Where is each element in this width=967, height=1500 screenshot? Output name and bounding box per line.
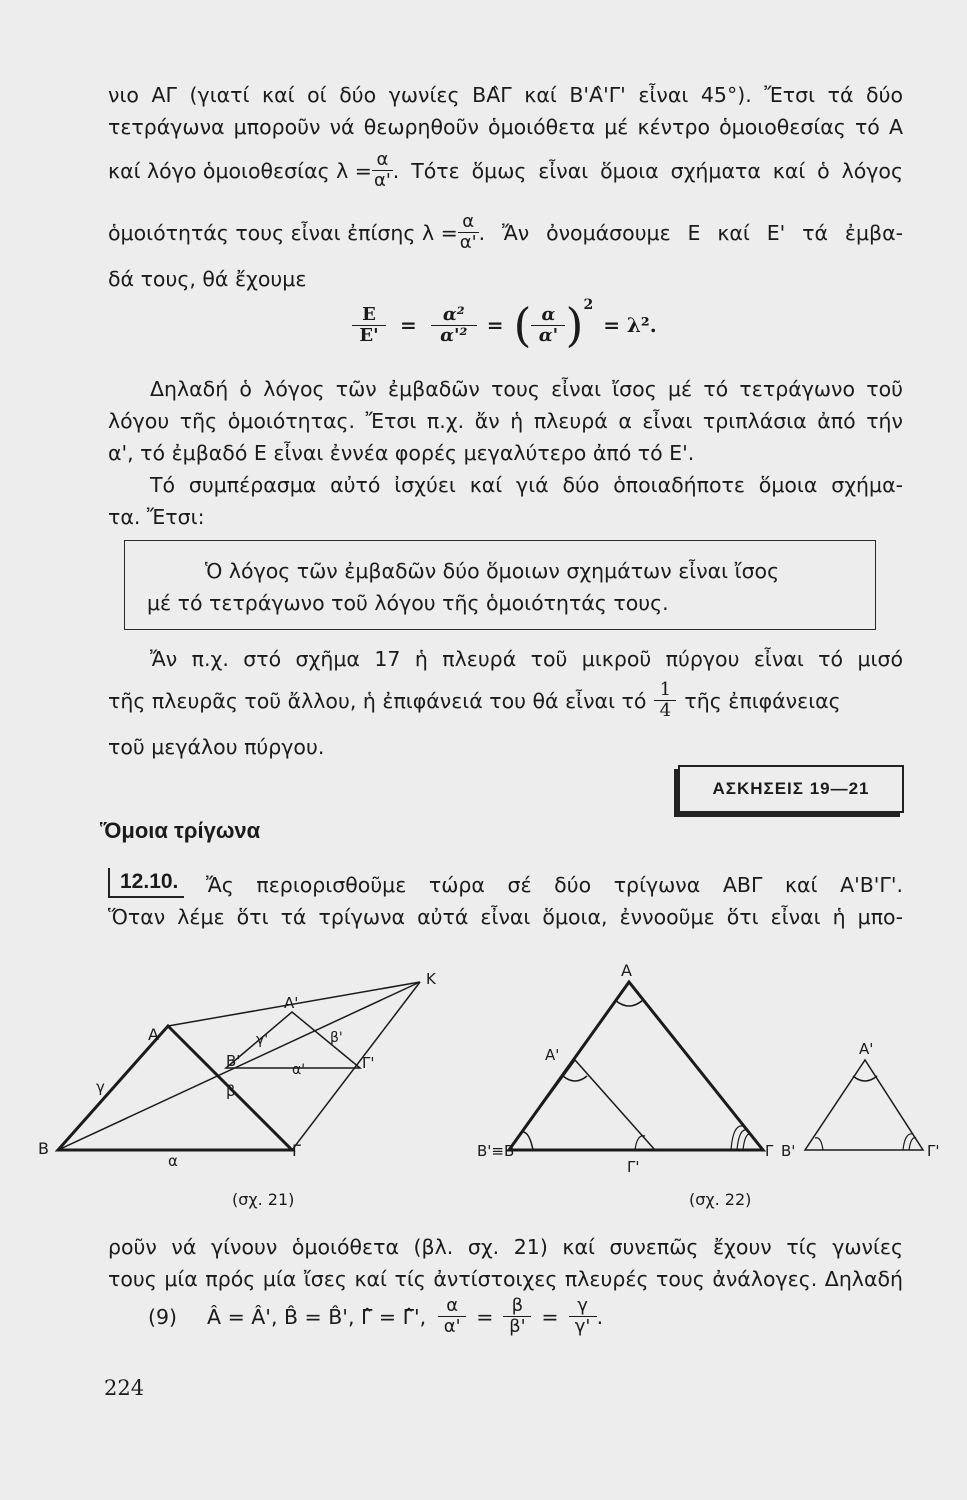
exercises-label: ΑΣΚΗΣΕΙΣ 19—21 [712,779,870,798]
section-number: 12.10. [108,868,184,898]
text-fragment: καί λόγο ὁμοιοθεσίας λ = [108,158,372,183]
caption-fig21: (σχ. 21) [232,1190,295,1209]
label-G: Γ [292,1141,301,1160]
figure-21 [30,960,470,1220]
fraction-denominator: α' [459,232,477,253]
text-line: Ἄν π.χ. στό σχῆμα 17 ἡ πλευρά τοῦ μικροῦ πύργου εἶναι τό μισό [150,647,903,671]
label-Ap: A' [284,994,299,1012]
fraction-denominator: α' [438,1316,466,1337]
label-gp: γ' [256,1032,269,1048]
label-A: A [621,961,632,980]
text-line: α', τό ἐμβαδό Ε εἶναι ἐννέα φορές μεγαλύτερο ἀπό τό Ε'. [108,441,695,465]
text-line: τετράγωνα μποροῦν νά θεωρηθοῦν ὁμοιόθετα μέ κέντρο ὁμοιοθεσίας τό Α [108,115,903,139]
label-bp: β' [330,1030,343,1046]
text-fragment: . Ἄν ὀνομάσουμε Ε καί Ε' τά ἐμβα- [478,220,903,245]
text-line: τα. Ἔτσι: [108,505,205,529]
equals-sign: = [541,1304,559,1329]
fraction-numerator: α² [442,303,465,325]
formula-fraction-E [352,305,386,346]
label-Bp: B' [226,1052,241,1070]
text-fragment: . Τότε ὅμως εἶναι ὅμοια σχήματα καί ὁ λόγος [392,158,903,183]
label-Gp: Γ' [627,1158,640,1176]
label-b: β [226,1082,236,1100]
angle-mark-small-A [853,1076,877,1081]
text-line: Δηλαδή ὁ λόγος τῶν ἐμβαδῶν τους εἶναι ἴσος μέ τό τετράγωνο τοῦ [150,377,903,401]
equals-sign: = [400,313,417,337]
equals-sign: = [486,313,504,337]
formula-fraction-alpha [531,305,565,346]
label-B: B [38,1139,49,1158]
fraction-numerator: α [446,1295,459,1316]
fraction-numerator: β [511,1295,524,1316]
angle-mark-G2 [737,1130,747,1150]
text-line: Τό συμπέρασμα αὐτό ἰσχύει καί γιά δύο ὁποιαδήποτε ὅμοια σχήμα- [150,473,903,497]
label-g: γ [96,1078,105,1096]
label-G: Γ [765,1142,774,1160]
label-Gp-small: Γ' [927,1142,940,1160]
text-line: Ἄς περιορισθοῦμε τώρα σέ δύο τρίγωνα ΑΒΓ καί Α'Β'Γ'. [206,873,903,897]
text-fragment: τῆς πλευρᾶς τοῦ ἄλλου, ἡ ἐπιφάνειά του θά εἶναι τό [108,688,647,713]
label-Ap: A' [545,1046,560,1064]
fraction-denominator: 4 [654,700,676,721]
text-line: τους μία πρός μία ἴσες καί τίς ἀντίστοιχες πλευρές τους ἀνάλογες. Δηλαδή [108,1267,903,1291]
equals-sign: = [476,1304,494,1329]
page-number: 224 [104,1376,145,1400]
ratio-beta [503,1296,531,1337]
left-paren: ( [513,298,532,352]
label-K: K [426,970,436,988]
period: . [596,1304,604,1329]
text-line: Ὅταν λέμε ὅτι τά τρίγωνα αὐτά εἶναι ὅμοια, ἐννοοῦμε ὅτι εἶναι ἡ μπο- [108,905,903,929]
angle-equalities: Â = Â', B̂ = B̂', Γ̂ = Γ̂', [207,1304,427,1329]
exercises-box [678,765,904,813]
fraction-denominator: γ' [569,1316,597,1337]
text-line-quarter [108,680,903,721]
fraction-numerator: α [462,211,475,232]
text-line: δά τους, θά ἔχουμε [108,267,307,291]
text-line: τοῦ μεγάλου πύργου. [108,735,325,759]
fraction-denominator: α' [531,325,565,346]
fraction-denominator: β' [503,1316,531,1337]
label-a: α [168,1152,178,1170]
text-line-similarity [108,212,903,253]
fraction-numerator: α [541,303,556,325]
label-Ap-small: A' [859,1040,874,1058]
area-formula [352,297,657,352]
label-ap: α' [292,1062,306,1078]
ray-KG [292,982,420,1150]
figure-22 [475,960,945,1220]
ratio-alpha [438,1296,466,1337]
fraction-denominator: α' [373,170,391,191]
ratio-fraction [458,212,479,253]
angle-mark-large-A [615,1000,643,1006]
ratio-gamma [569,1296,597,1337]
formula-tail: = λ². [603,313,657,337]
triangle-small [805,1060,923,1150]
angle-mark-small-G2 [909,1138,916,1150]
text-fragment: ὁμοιότητάς τους εἶναι ἐπίσης λ = [108,220,458,245]
text-line: ροῦν νά γίνουν ὁμοιόθετα (βλ. σχ. 21) καί συνεπῶς ἔχουν τίς γωνίες [108,1235,903,1259]
fraction-denominator: E' [352,325,386,346]
rule-line: Ὁ λόγος τῶν ἐμβαδῶν δύο ὅμοιων σχημάτων εἶναι ἴσος [205,559,780,583]
angle-mark-G3 [743,1134,751,1150]
quarter-fraction [654,680,676,721]
text-fragment: τῆς ἐπιφάνειας [684,688,841,713]
label-A: A [148,1025,159,1044]
fraction-numerator: 1 [659,679,672,700]
text-line: νιο ΑΓ (γιατί καί οί δύο γωνίες ΒΑ̂Γ καί Β'Α̂'Γ' εἶναι 45°). Ἔτσι τά δύο [108,83,903,107]
equation-9 [148,1296,603,1337]
exponent: 2 [583,297,594,313]
section-heading: Ὅμοια τρίγωνα [100,818,261,843]
angle-mark-inner-A [563,1076,587,1081]
right-paren: ) [565,298,584,352]
fraction-numerator: α [376,149,389,170]
rule-line: μέ τό τετράγωνο τοῦ λόγου τῆς ὁμοιότητάς τους. [147,591,669,615]
angle-mark-B [521,1132,533,1150]
angle-mark-small-B [815,1138,823,1150]
label-Bp-small: B' [781,1142,796,1160]
fraction-denominator: α'² [431,325,477,346]
ratio-fraction [372,150,393,191]
text-line-homothety [108,150,903,191]
equation-label: (9) [148,1304,178,1329]
boxed-rule [124,540,876,630]
text-line: λόγου τῆς ὁμοιότητας. Ἔτσι π.χ. ἄν ἡ πλευρά α εἶναι τριπλάσια ἀπό τήν [108,409,903,433]
fraction-numerator: E [362,303,376,325]
triangle-inner [509,1060,655,1150]
label-BpB: B'≡B [477,1142,515,1160]
caption-fig22: (σχ. 22) [689,1190,752,1209]
label-Gp: Γ' [362,1054,375,1072]
triangle-large [509,982,763,1150]
formula-fraction-alpha-squared [431,305,477,346]
fraction-numerator: γ [577,1295,588,1316]
